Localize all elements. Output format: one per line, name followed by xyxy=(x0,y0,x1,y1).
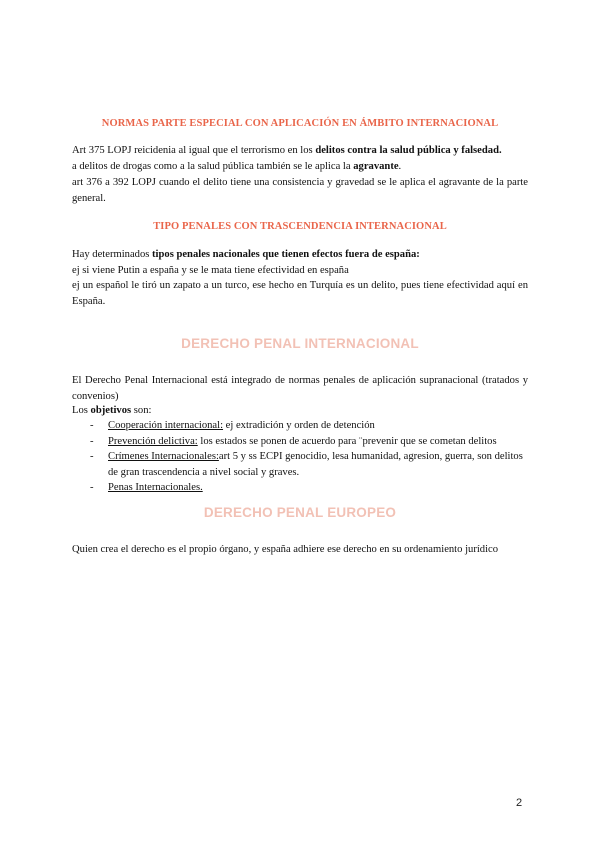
list-item xyxy=(72,480,528,496)
dash-bullet: - xyxy=(90,451,94,462)
item-title: Prevención delictiva: xyxy=(108,435,198,447)
item-title: Penas Internacionales. xyxy=(108,482,203,493)
list-item xyxy=(72,418,528,434)
dash-bullet: - xyxy=(90,435,94,447)
item-text: los estados se ponen de acuerdo para ¨prevenir que se cometan delitos xyxy=(197,435,497,447)
item-text: ej extradición y orden de detención xyxy=(223,420,375,431)
paragraph-zapato: ej un español le tiró un zapato a un turco, ese hecho en Turquía es un delito, pues tiene efectividad aquí en España. xyxy=(72,280,528,307)
text: Los xyxy=(72,405,91,416)
paragraph-putin: ej si viene Putin a españa y se le mata tiene efectividad en españa xyxy=(72,265,349,276)
bold-text: tipos penales nacionales que tienen efectos fuera de españa: xyxy=(152,249,420,260)
section-heading-tipos: TIPO PENALES CON TRASCENDENCIA INTERNACIONAL xyxy=(153,221,447,232)
paragraph-art376: art 376 a 392 LOPJ cuando el delito tiene una consistencia y gravedad se le aplica el agravante de la parte general. xyxy=(72,177,528,204)
text: . xyxy=(398,161,402,172)
page-number: 2 xyxy=(516,797,523,809)
text: son: xyxy=(131,405,152,416)
paragraph-objetivos xyxy=(72,403,528,419)
text: a delitos de drogas como a la salud pública también se le aplica la xyxy=(72,161,354,172)
bold-text: delitos contra la salud pública y falsedad. xyxy=(315,145,502,156)
bold-text: objetivos xyxy=(90,405,132,416)
bold-text: agravante xyxy=(353,161,399,172)
dash-bullet: - xyxy=(90,420,94,431)
section-heading-dpe: DERECHO PENAL EUROPEO xyxy=(203,505,397,520)
section-heading-normas: NORMAS PARTE ESPECIAL CON APLICACIÓN EN ÁMBITO INTERNACIONAL xyxy=(101,118,499,129)
item-title: Cooperación internacional: xyxy=(108,420,224,431)
list-item xyxy=(72,434,528,450)
paragraph-tipos xyxy=(72,247,528,263)
paragraph-dpe: Quien crea el derecho es el propio órgano, y españa adhiere ese derecho en su ordenamiento jurídico xyxy=(72,544,499,555)
section-heading-dpi: DERECHO PENAL INTERNACIONAL xyxy=(181,336,419,351)
paragraph-dpi: El Derecho Penal Internacional está integrado de normas penales de aplicación supranacional (tratados y convenios) xyxy=(72,375,528,402)
text: Art 375 LOPJ reicidenia al igual que el terrorismo en los xyxy=(72,145,316,156)
objetivos-list xyxy=(72,418,528,496)
text: Hay determinados xyxy=(72,249,153,260)
dash-bullet: - xyxy=(90,482,94,493)
list-item xyxy=(72,449,528,480)
paragraph-art375 xyxy=(72,143,528,159)
item-title: Crímenes Internacionales: xyxy=(108,451,219,462)
item-text: art 5 y ss ECPI genocidio, lesa humanidad, agresion, guerra, son delitos de gran trascendencia a nivel social y graves. xyxy=(108,451,523,478)
paragraph-drogas xyxy=(72,159,528,175)
